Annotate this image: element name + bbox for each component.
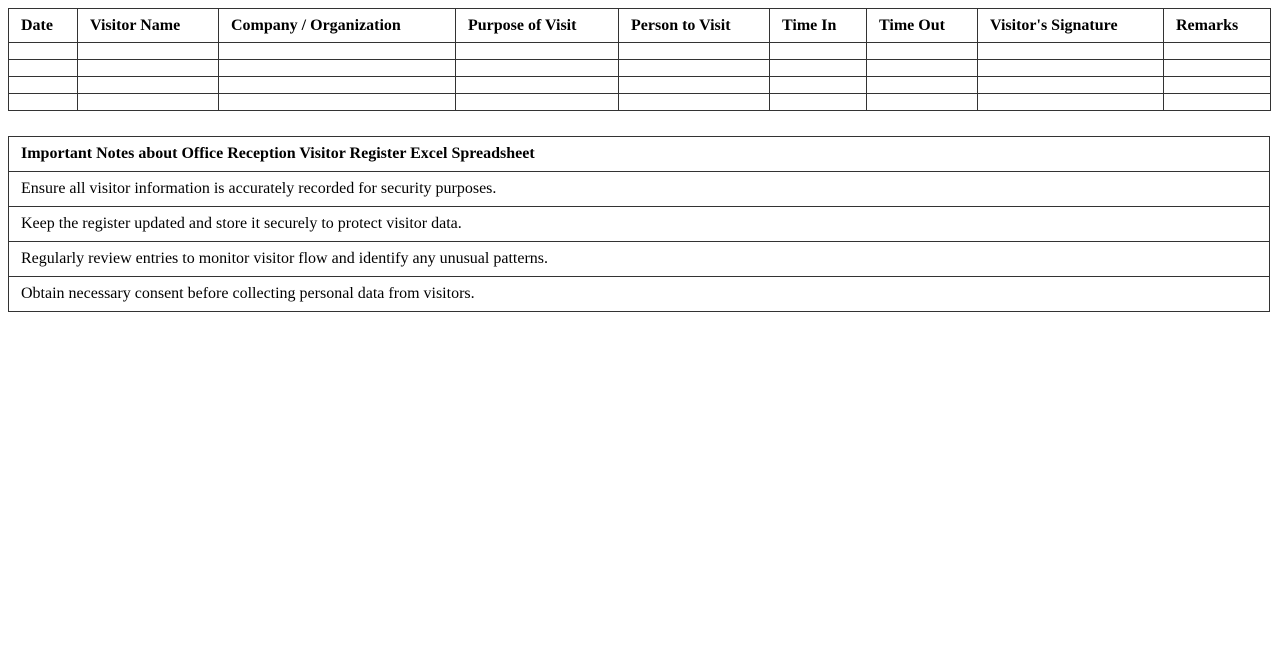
notes-body — [9, 172, 1270, 312]
important-notes-table — [8, 136, 1270, 312]
register-header-row — [9, 9, 1271, 43]
cell-time-out[interactable] — [867, 94, 978, 111]
table-row — [9, 94, 1271, 111]
notes-header — [9, 137, 1270, 172]
list-item — [9, 207, 1270, 242]
cell-time-out[interactable] — [867, 43, 978, 60]
cell-time-in[interactable] — [770, 60, 867, 77]
cell-date[interactable] — [9, 43, 78, 60]
notes-header-row — [9, 137, 1270, 172]
notes-heading: Important Notes about Office Reception Visitor Register Excel Spreadsheet — [9, 137, 1270, 172]
cell-signature[interactable] — [978, 94, 1164, 111]
note-text: Obtain necessary consent before collecting personal data from visitors. — [9, 277, 1270, 312]
cell-time-out[interactable] — [867, 77, 978, 94]
list-item — [9, 277, 1270, 312]
cell-person-to-visit[interactable] — [619, 77, 770, 94]
cell-signature[interactable] — [978, 60, 1164, 77]
cell-visitor-name[interactable] — [78, 43, 219, 60]
column-header-person-to-visit: Person to Visit — [619, 9, 770, 43]
cell-visitor-name[interactable] — [78, 77, 219, 94]
cell-date[interactable] — [9, 94, 78, 111]
cell-company[interactable] — [219, 94, 456, 111]
cell-visitor-name[interactable] — [78, 60, 219, 77]
cell-person-to-visit[interactable] — [619, 94, 770, 111]
note-text: Keep the register updated and store it securely to protect visitor data. — [9, 207, 1270, 242]
table-row — [9, 43, 1271, 60]
column-header-time-out: Time Out — [867, 9, 978, 43]
cell-person-to-visit[interactable] — [619, 43, 770, 60]
cell-company[interactable] — [219, 60, 456, 77]
cell-time-in[interactable] — [770, 77, 867, 94]
note-text: Regularly review entries to monitor visitor flow and identify any unusual patterns. — [9, 242, 1270, 277]
cell-remarks[interactable] — [1164, 60, 1271, 77]
cell-time-in[interactable] — [770, 43, 867, 60]
cell-purpose[interactable] — [456, 77, 619, 94]
table-row — [9, 60, 1271, 77]
cell-date[interactable] — [9, 60, 78, 77]
column-header-company: Company / Organization — [219, 9, 456, 43]
note-text: Ensure all visitor information is accurately recorded for security purposes. — [9, 172, 1270, 207]
cell-purpose[interactable] — [456, 60, 619, 77]
cell-remarks[interactable] — [1164, 94, 1271, 111]
cell-time-out[interactable] — [867, 60, 978, 77]
column-header-date: Date — [9, 9, 78, 43]
cell-signature[interactable] — [978, 77, 1164, 94]
register-body — [9, 43, 1271, 111]
register-header — [9, 9, 1271, 43]
cell-purpose[interactable] — [456, 94, 619, 111]
visitor-register-table — [8, 8, 1271, 111]
list-item — [9, 172, 1270, 207]
column-header-signature: Visitor's Signature — [978, 9, 1164, 43]
cell-remarks[interactable] — [1164, 43, 1271, 60]
cell-company[interactable] — [219, 77, 456, 94]
column-header-remarks: Remarks — [1164, 9, 1271, 43]
list-item — [9, 242, 1270, 277]
cell-date[interactable] — [9, 77, 78, 94]
column-header-purpose: Purpose of Visit — [456, 9, 619, 43]
cell-purpose[interactable] — [456, 43, 619, 60]
cell-signature[interactable] — [978, 43, 1164, 60]
cell-visitor-name[interactable] — [78, 94, 219, 111]
cell-person-to-visit[interactable] — [619, 60, 770, 77]
cell-time-in[interactable] — [770, 94, 867, 111]
cell-company[interactable] — [219, 43, 456, 60]
column-header-time-in: Time In — [770, 9, 867, 43]
table-row — [9, 77, 1271, 94]
column-header-visitor-name: Visitor Name — [78, 9, 219, 43]
cell-remarks[interactable] — [1164, 77, 1271, 94]
